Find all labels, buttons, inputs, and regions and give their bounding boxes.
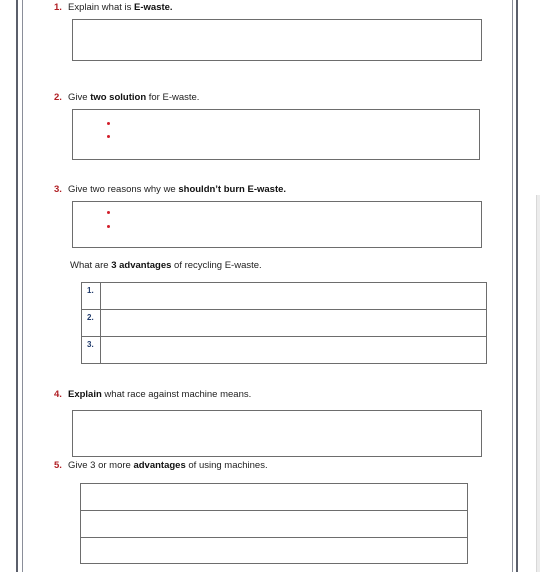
- question-keyword: Explain: [68, 389, 102, 400]
- machines-table: [80, 483, 468, 564]
- page-border-right-inner: [512, 0, 513, 572]
- bullet-point: [107, 225, 110, 228]
- question-number: 5.: [54, 460, 62, 471]
- question-text: what race against machine means.: [101, 389, 252, 400]
- bullet-point: [107, 211, 110, 214]
- row-number: 3.: [82, 337, 101, 363]
- question-3: [54, 184, 286, 196]
- bullet-point: [107, 135, 110, 138]
- question-keyword: E-waste.: [134, 2, 173, 13]
- question-number: 2.: [54, 92, 62, 103]
- table-row[interactable]: [82, 310, 486, 337]
- table-row[interactable]: [82, 283, 486, 310]
- bullet-point: [107, 122, 110, 125]
- answer-box-1[interactable]: [72, 19, 482, 61]
- answer-box-2[interactable]: [72, 109, 480, 160]
- table-row[interactable]: [81, 511, 467, 538]
- question-number: 1.: [54, 2, 62, 13]
- question-text: of using machines.: [185, 460, 268, 471]
- page-border-left-inner: [22, 0, 23, 572]
- question-text: Explain what is: [68, 2, 135, 13]
- question-text: for E-waste.: [146, 92, 200, 103]
- table-row[interactable]: [81, 538, 467, 563]
- question-text: Give two reasons why we: [68, 184, 179, 195]
- question-text: of recycling E-waste.: [171, 260, 262, 271]
- question-keyword: 3 advantages: [111, 260, 172, 271]
- question-text: What are: [70, 260, 112, 271]
- question-5: [54, 460, 268, 472]
- question-keyword: advantages: [133, 460, 186, 471]
- question-4: [54, 389, 251, 401]
- answer-box-4[interactable]: [72, 410, 482, 457]
- page-border-left: [16, 0, 18, 572]
- question-keyword: shouldn’t burn E-waste.: [178, 184, 287, 195]
- table-row[interactable]: [82, 337, 486, 363]
- row-number: 2.: [82, 310, 101, 336]
- question-text: Give 3 or more: [68, 460, 134, 471]
- answer-box-3[interactable]: [72, 201, 482, 248]
- question-2: [54, 92, 199, 104]
- recycling-table: [81, 282, 487, 364]
- question-number: 3.: [54, 184, 62, 195]
- table-row[interactable]: [81, 484, 467, 511]
- question-text: Give: [68, 92, 91, 103]
- question-1: [54, 2, 173, 14]
- question-number: 4.: [54, 389, 62, 400]
- question-keyword: two solution: [90, 92, 147, 103]
- row-number: 1.: [82, 283, 101, 309]
- page-edge-shadow: [536, 195, 540, 572]
- recycling-question: [70, 260, 262, 272]
- page-border-right: [516, 0, 518, 572]
